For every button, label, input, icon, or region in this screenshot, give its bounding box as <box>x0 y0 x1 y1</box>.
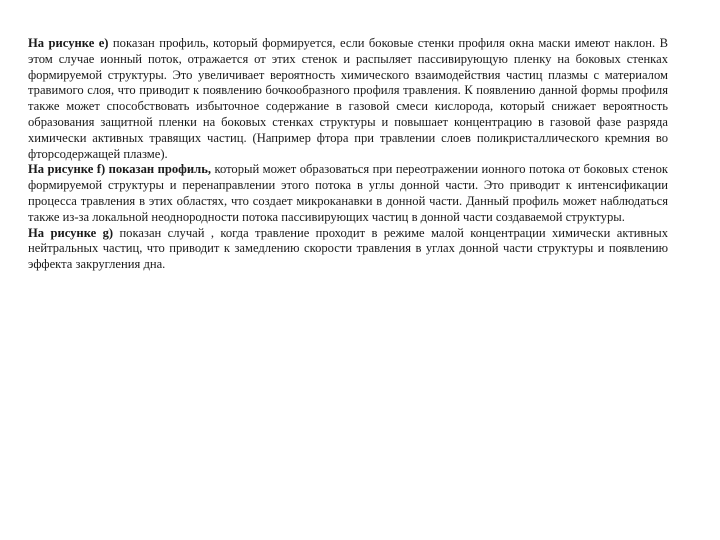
text-body <box>28 36 668 273</box>
paragraph-g <box>28 226 668 273</box>
paragraph-text: показан профиль, который формируется, если боковые стенки профиля окна маски имеют наклон. В этом случае ионный поток, отражается от этих стенок и распыляет пассивирующую пленку на боковых стенках формируемой структуры. Это увеличивает вероятность химического взаимодействия частиц плазмы с материалом травимого слоя, что приводит к появлению бочкообразного профиля травления. К появлению данной формы профиля также может способствовать избыточное содержание в газовой смеси кислорода, который снижает вероятность образования защитной пленки на боковых стенках структуры и повышает концентрацию в газовой фазе разряда химически активных травящих частиц. (Например фтора при травлении слоев поликристаллического кремния во фторсодержащей плазме). <box>28 36 668 161</box>
paragraph-f <box>28 162 668 225</box>
paragraph-text: который может образоваться при переотражении ионного потока от боковых стенок формируемой структуры и перенаправлении этого потока в углы донной части. Это приводит к интенсификации процесса травления в этих областях, что создает микроканавки в донной части. Данный профиль может наблюдаться также из-за локальной неоднородности потока пассивирующих частиц в донной части создаваемой структуры. <box>28 162 669 224</box>
paragraph-lead: На рисунке g) <box>28 225 114 240</box>
paragraph-lead: На рисунке е) <box>28 36 109 50</box>
paragraph-e <box>28 36 668 162</box>
paragraph-lead: На рисунке f) показан профиль, <box>28 162 212 177</box>
paragraph-text: показан случай , когда травление проходит в режиме малой концентрации химически активных нейтральных частиц, что приводит к замедлению скорости травления в углах донной части структуры и появлению эффекта закругления дна. <box>28 225 668 272</box>
